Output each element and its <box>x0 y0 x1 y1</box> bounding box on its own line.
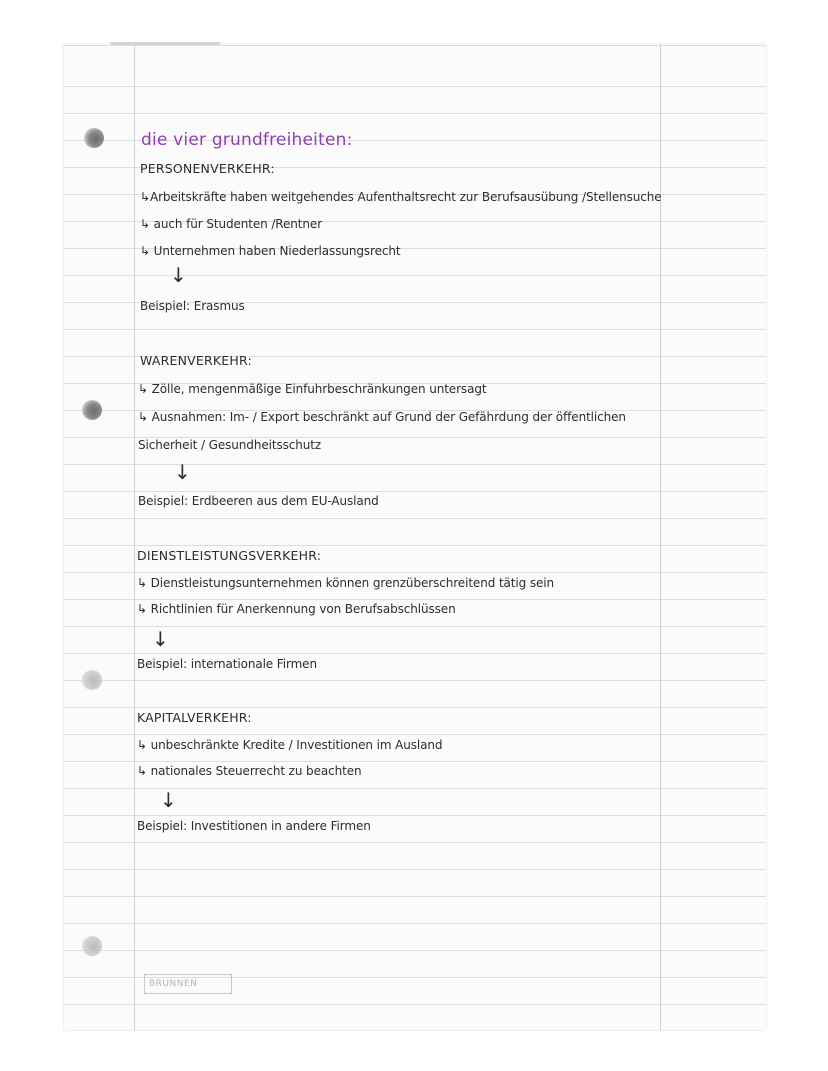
down-arrow-icon: ↓ <box>170 263 187 287</box>
down-arrow-icon: ↓ <box>160 788 177 812</box>
punch-hole <box>82 670 102 690</box>
section-heading-kapitalverkehr: KAPITALVERKEHR: <box>137 710 252 725</box>
note-line: ↳ nationales Steuerrecht zu beachten <box>137 764 362 778</box>
note-line: ↳ Zölle, mengenmäßige Einfuhrbeschränkungen untersagt <box>138 382 487 396</box>
note-line: ↳ Dienstleistungsunternehmen können grenzüberschreitend tätig sein <box>137 576 555 590</box>
example-line: Beispiel: Erasmus <box>140 299 245 313</box>
note-line: ↳ Richtlinien für Anerkennung von Berufsabschlüssen <box>137 602 456 616</box>
section-heading-warenverkehr: WARENVERKEHR: <box>140 353 252 368</box>
note-line: ↳ Unternehmen haben Niederlassungsrecht <box>140 244 401 258</box>
page-edge-shadow <box>110 42 220 45</box>
note-line: ↳ auch für Studenten /Rentner <box>140 217 323 231</box>
down-arrow-icon: ↓ <box>152 627 169 651</box>
punch-hole <box>82 400 102 420</box>
section-heading-dienstleistungsverkehr: DIENSTLEISTUNGSVERKEHR: <box>137 548 322 563</box>
punch-hole <box>84 128 104 148</box>
example-line: Beispiel: internationale Firmen <box>137 657 317 671</box>
notebook-page <box>64 44 766 1030</box>
note-line: ↳ unbeschränkte Kredite / Investitionen im Ausland <box>137 738 443 752</box>
example-line: Beispiel: Investitionen in andere Firmen <box>137 819 371 833</box>
left-margin-line <box>134 44 135 1030</box>
down-arrow-icon: ↓ <box>174 460 191 484</box>
note-line: ↳ Ausnahmen: Im- / Export beschränkt auf Grund der Gefährdung der öffentlichen <box>138 410 626 424</box>
punch-hole <box>82 936 102 956</box>
example-line: Beispiel: Erdbeeren aus dem EU-Ausland <box>138 494 379 508</box>
page-title: die vier grundfreiheiten: <box>141 130 353 150</box>
note-line: Sicherheit / Gesundheitsschutz <box>138 438 322 452</box>
section-heading-personenverkehr: PERSONENVERKEHR: <box>140 161 275 176</box>
brand-logo: BRUNNEN <box>144 974 232 994</box>
note-line: ↳Arbeitskräfte haben weitgehendes Aufenthaltsrecht zur Berufsausübung /Stellensuche <box>140 190 662 204</box>
